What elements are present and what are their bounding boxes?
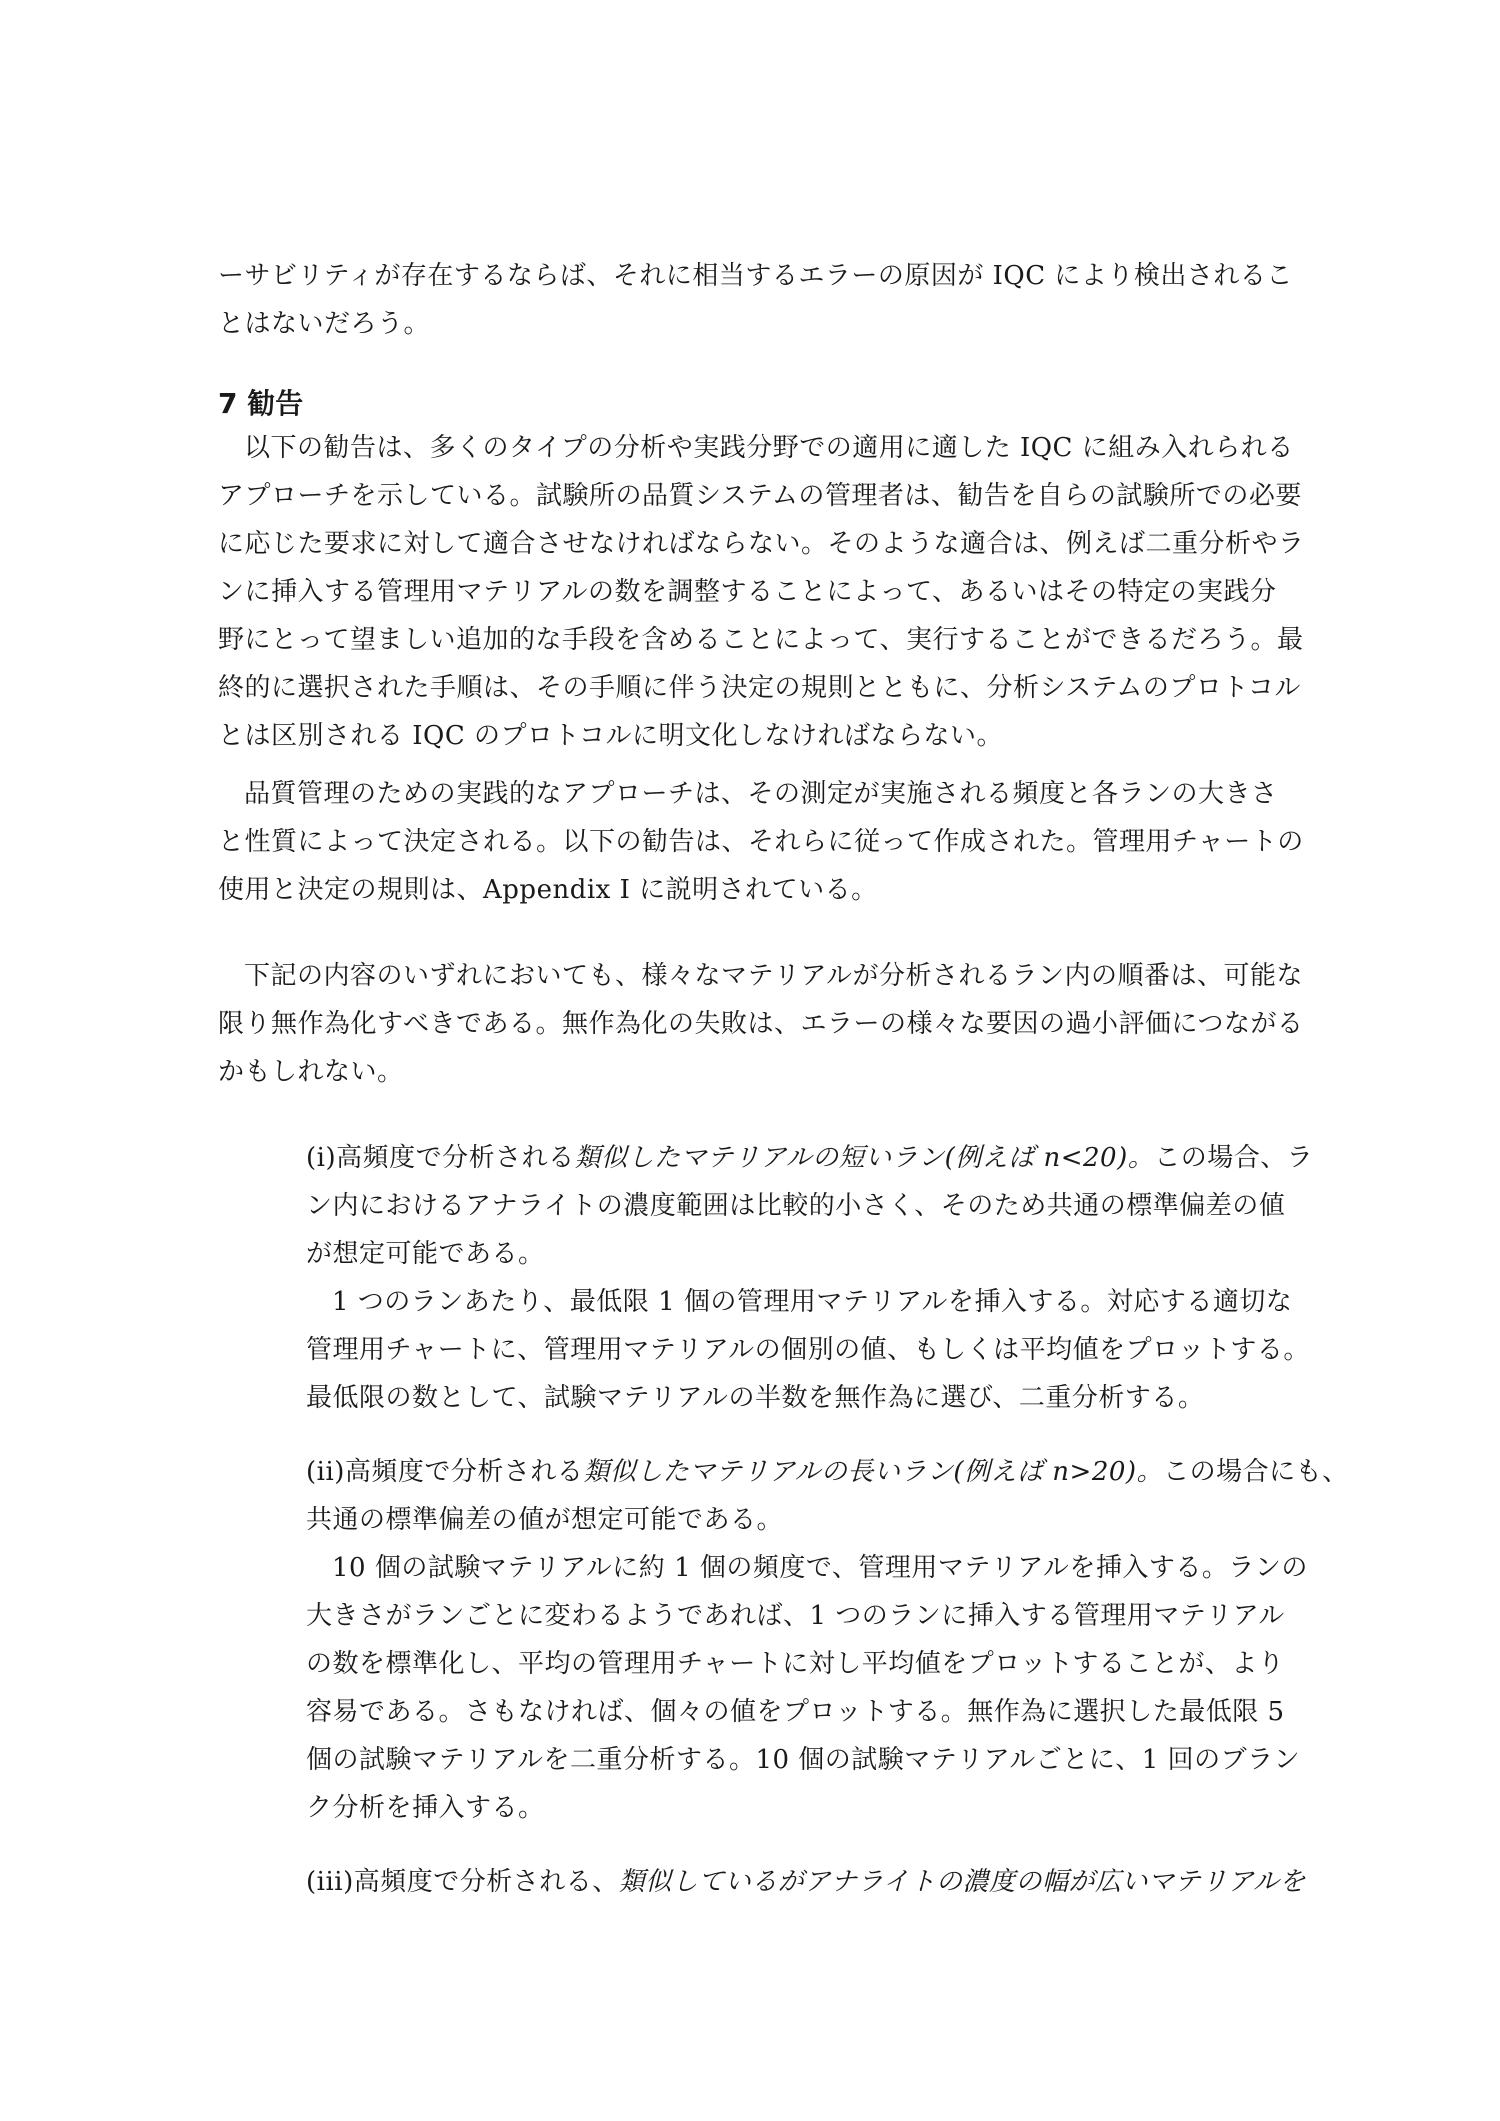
quality-approach-paragraph bbox=[218, 770, 1304, 914]
text-line: 以下の勧告は、多くのタイプの分析や実践分野での適用に適した IQC に組み入れられる bbox=[244, 433, 1294, 463]
item-first-line bbox=[306, 1858, 1306, 1906]
text-line: 共通の標準偏差の値が想定可能である。 bbox=[306, 1505, 784, 1535]
continuation-paragraph bbox=[218, 252, 1293, 348]
text-line: 10 個の試験マテリアルに約 1 個の頻度で、管理用マテリアルを挿入する。ランの bbox=[332, 1553, 1308, 1583]
item-label: (i)高頻度で分析される bbox=[306, 1143, 575, 1173]
section-heading: 7 勧告 bbox=[218, 387, 304, 420]
text-line: 終的に選択された手順は、その手順に伴う決定の規則とともに、分析システムのプロトコル bbox=[218, 673, 1301, 703]
text-line: とは区別される IQC のプロトコルに明文化しなければならない。 bbox=[218, 721, 1003, 751]
item-italic-title: 類似したマテリアルの短いラン(例えば n<20)。 bbox=[574, 1143, 1155, 1173]
text-line: かもしれない。 bbox=[218, 1057, 404, 1087]
item-first-line bbox=[306, 1134, 1313, 1182]
text-line: とはないだろう。 bbox=[218, 309, 431, 339]
text-line: 限り無作為化すべきである。無作為化の失敗は、エラーの様々な要因の過小評価につながる bbox=[218, 1009, 1304, 1039]
item-i bbox=[306, 1134, 1313, 1422]
text-line: ンに挿入する管理用マテリアルの数を調整することによって、あるいはその特定の実践分 bbox=[218, 577, 1277, 607]
text-line: 最低限の数として、試験マテリアルの半数を無作為に選び、二重分析する。 bbox=[306, 1383, 1205, 1413]
text-line: 下記の内容のいずれにおいても、様々なマテリアルが分析されるラン内の順番は、可能な bbox=[244, 961, 1303, 991]
text-line: ク分析を挿入する。 bbox=[306, 1793, 545, 1823]
text-line: の数を標準化し、平均の管理用チャートに対し平均値をプロットすることが、より bbox=[306, 1649, 1285, 1679]
text-line: 容易である。さもなければ、個々の値をプロットする。無作為に選択した最低限 5 bbox=[306, 1697, 1285, 1727]
text-line: 1 つのランあたり、最低限 1 個の管理用マテリアルを挿入する。対応する適切な bbox=[332, 1287, 1293, 1317]
text-line: ン内におけるアナライトの濃度範囲は比較的小さく、そのため共通の標準偏差の値 bbox=[306, 1191, 1286, 1221]
item-text: この場合にも、 bbox=[1163, 1457, 1349, 1487]
text-line: 個の試験マテリアルを二重分析する。10 個の試験マテリアルごとに、1 回のブラン bbox=[306, 1745, 1301, 1775]
text-line: 管理用チャートに、管理用マテリアルの個別の値、もしくは平均値をプロットする。 bbox=[306, 1335, 1310, 1365]
text-line: 野にとって望ましい追加的な手段を含めることによって、実行することができるだろう。最 bbox=[218, 625, 1304, 655]
item-iii bbox=[306, 1858, 1306, 1906]
item-italic-title: 類似しているがアナライトの濃度の幅が広いマテリアルを bbox=[618, 1867, 1306, 1897]
item-text: この場合、ラ bbox=[1154, 1143, 1314, 1173]
item-ii bbox=[306, 1448, 1349, 1832]
item-italic-title: 類似したマテリアルの長いラン(例えば n>20)。 bbox=[583, 1457, 1164, 1487]
text-line: と性質によって決定される。以下の勧告は、それらに従って作成された。管理用チャートの bbox=[218, 827, 1304, 857]
text-line: アプローチを示している。試験所の品質システムの管理者は、勧告を自らの試験所での必要 bbox=[218, 481, 1302, 511]
text-line: ーサビリティが存在するならば、それに相当するエラーの原因が IQC により検出されるこ bbox=[218, 261, 1293, 291]
text-line: が想定可能である。 bbox=[306, 1239, 545, 1269]
recommendation-intro-paragraph bbox=[218, 424, 1305, 760]
item-first-line bbox=[306, 1448, 1349, 1496]
item-label: (iii)高頻度で分析される、 bbox=[306, 1867, 619, 1897]
item-label: (ii)高頻度で分析される bbox=[306, 1457, 584, 1487]
text-line: 使用と決定の規則は、Appendix I に説明されている。 bbox=[218, 875, 878, 905]
randomization-paragraph bbox=[218, 952, 1303, 1096]
text-line: に応じた要求に対して適合させなければならない。そのような適合は、例えば二重分析やラ bbox=[218, 529, 1305, 559]
text-line: 品質管理のための実践的なアプローチは、その測定が実施される頻度と各ランの大きさ bbox=[244, 779, 1278, 809]
text-line: 大きさがランごとに変わるようであれば、1 つのランに挿入する管理用マテリアル bbox=[306, 1601, 1285, 1631]
